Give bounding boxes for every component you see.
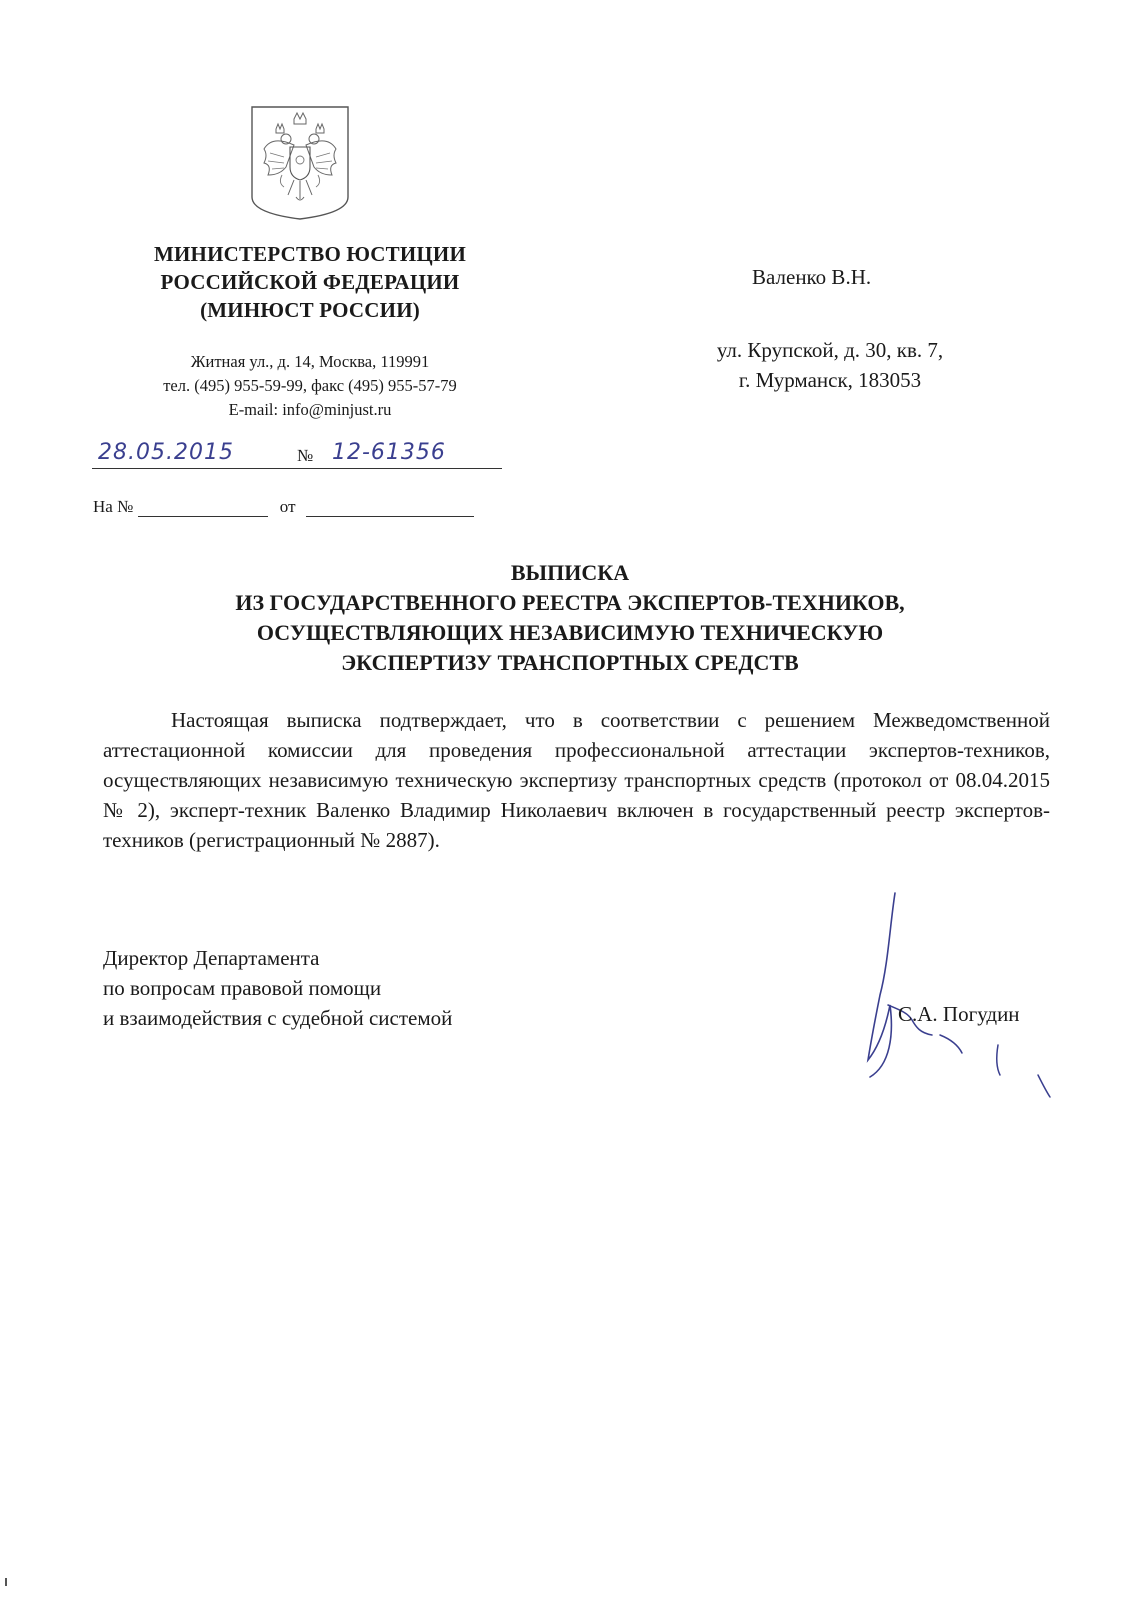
ministry-name-line1: МИНИСТЕРСТВО ЮСТИЦИИ: [153, 242, 466, 266]
ministry-name-line3: (МИНЮСТ РОССИИ): [200, 298, 420, 322]
signer-title-line2: по вопросам правовой помощи: [103, 976, 382, 1000]
outgoing-date-number: [92, 440, 512, 470]
coat-of-arms-icon: [250, 105, 350, 221]
handwritten-signature: [850, 885, 1070, 1100]
scan-artifact: [5, 1578, 7, 1586]
body-paragraph: Настоящая выписка подтверждает, что в соответствии с решением Межведомственной аттестационной комиссии для проведения профессиональной аттестации экспертов-техников, осуществляющих независимую техническую экспертизу транспортных средств (протокол от 08.04.2015 № 2), эксперт-техник Валенко Владимир Николаевич включен в государственный реестр экспертов-техников (регистрационный № 2887).: [103, 708, 1050, 852]
ministry-phone-fax: тел. (495) 955-59-99, факс (495) 955-57-79: [163, 376, 457, 395]
document-title-line3: ОСУЩЕСТВЛЯЮЩИХ НЕЗАВИСИМУЮ ТЕХНИЧЕСКУЮ: [256, 620, 884, 645]
signer-name: С.А. Погудин: [898, 1002, 1020, 1026]
document-title: [120, 558, 1020, 678]
outgoing-number-label: №: [297, 446, 314, 465]
recipient-name: Валенко В.Н.: [752, 265, 872, 289]
reference-no-blank: [138, 500, 268, 517]
document-title-line1: ВЫПИСКА: [510, 560, 630, 585]
ministry-name: [100, 240, 520, 324]
ministry-name-line2: РОССИЙСКОЙ ФЕДЕРАЦИИ: [160, 270, 460, 294]
document-title-line2: ИЗ ГОСУДАРСТВЕННОГО РЕЕСТРА ЭКСПЕРТОВ-ТЕХНИКОВ,: [235, 590, 905, 615]
ministry-address: Житная ул., д. 14, Москва, 119991: [190, 352, 430, 371]
recipient-address-line1: ул. Крупской, д. 30, кв. 7,: [716, 338, 944, 362]
reference-from-label: от: [279, 497, 296, 516]
outgoing-number: 12-61356: [332, 440, 446, 465]
ministry-contacts: [100, 350, 520, 422]
recipient-address: [660, 335, 1000, 395]
outgoing-date: 28.05.2015: [98, 440, 234, 465]
signer-title-line3: и взаимодействия с судебной системой: [103, 1006, 453, 1030]
document-title-line4: ЭКСПЕРТИЗУ ТРАНСПОРТНЫХ СРЕДСТВ: [341, 650, 799, 675]
reference-line: [93, 497, 513, 517]
recipient-address-line2: г. Мурманск, 183053: [738, 368, 922, 392]
signer-title: [103, 943, 603, 1033]
date-underline: [92, 468, 502, 469]
ministry-email: E-mail: info@minjust.ru: [228, 400, 392, 419]
signer-title-line1: Директор Департамента: [103, 946, 320, 970]
reference-no-label: На №: [93, 497, 134, 516]
reference-from-blank: [306, 500, 474, 517]
